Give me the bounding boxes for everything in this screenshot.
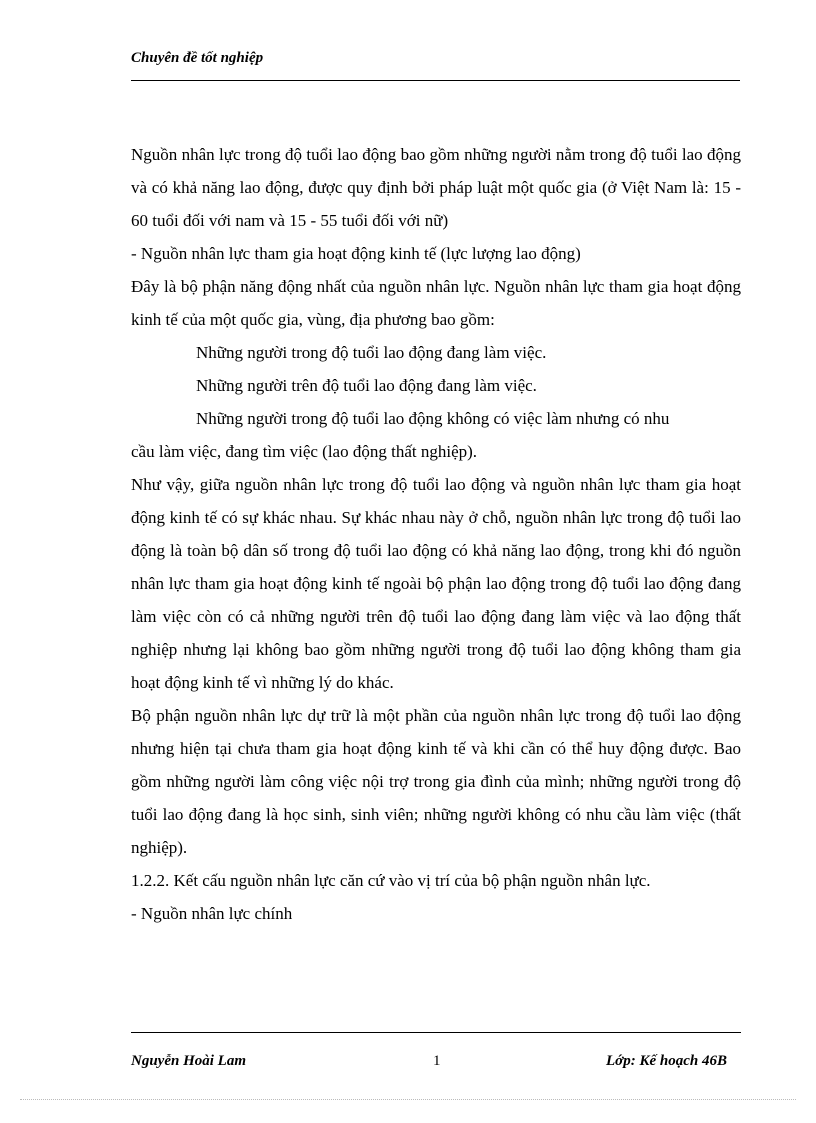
indented-list-item: Những người trong độ tuổi lao động đang làm việc.	[196, 343, 547, 362]
page-number: 1	[433, 1053, 441, 1069]
paragraph: Nguồn nhân lực trong độ tuổi lao động bao gồm những người nằm trong độ tuổi lao động và có khả năng lao động, được quy định bởi pháp luật một quốc gia (ở Việt Nam là: 15 - 60 tuổi đối với nam và 15 - 55 tuổi đối với nữ)	[131, 145, 741, 230]
paragraph: cầu làm việc, đang tìm việc (lao động thất nghiệp).	[131, 442, 478, 461]
indented-list-item: Những người trên độ tuổi lao động đang làm việc.	[196, 376, 537, 395]
paragraph: Đây là bộ phận năng động nhất của nguồn nhân lực. Nguồn nhân lực tham gia hoạt động kinh tế của một quốc gia, vùng, địa phương bao gồm:	[131, 277, 741, 329]
footer-author: Nguyễn Hoài Lam	[131, 1053, 246, 1069]
page-edge-divider	[20, 1099, 796, 1100]
footer-class-label: Lớp: Kế hoạch 46B	[606, 1053, 727, 1069]
paragraph: - Nguồn nhân lực chính	[131, 904, 293, 923]
paragraph: - Nguồn nhân lực tham gia hoạt động kinh tế (lực lượng lao động)	[131, 244, 581, 263]
paragraph: Bộ phận nguồn nhân lực dự trữ là một phần của nguồn nhân lực trong độ tuổi lao động nhưng hiện tại chưa tham gia hoạt động kinh tế và khi cần có thể huy động được. Bao gồm những người làm công việc nội trợ trong gia đình của mình; những người trong độ tuổi lao động đang là học sinh, sinh viên; những người không có nhu cầu làm việc (thất nghiệp).	[131, 706, 741, 857]
document-body	[131, 138, 741, 930]
paragraph: Như vậy, giữa nguồn nhân lực trong độ tuổi lao động và nguồn nhân lực tham gia hoạt động kinh tế có sự khác nhau. Sự khác nhau này ở chỗ, nguồn nhân lực trong độ tuổi lao động là toàn bộ dân số trong độ tuổi lao động có khả năng lao động, trong khi đó nguồn nhân lực tham gia hoạt động kinh tế ngoài bộ phận lao động trong độ tuổi lao động đang làm việc còn có cả những người trên độ tuổi lao động đang làm việc và lao động thất nghiệp nhưng lại không bao gồm những người trong độ tuổi lao động không tham gia hoạt động kinh tế vì những lý do khác.	[131, 475, 741, 692]
indented-list-item: Những người trong độ tuổi lao động không có việc làm nhưng có nhu	[196, 409, 670, 428]
section-heading: 1.2.2. Kết cấu nguồn nhân lực căn cứ vào vị trí của bộ phận nguồn nhân lực.	[131, 871, 651, 890]
page-header-title: Chuyên đề tốt nghiệp	[131, 50, 264, 66]
header-divider	[131, 80, 740, 81]
footer-divider	[131, 1032, 741, 1033]
